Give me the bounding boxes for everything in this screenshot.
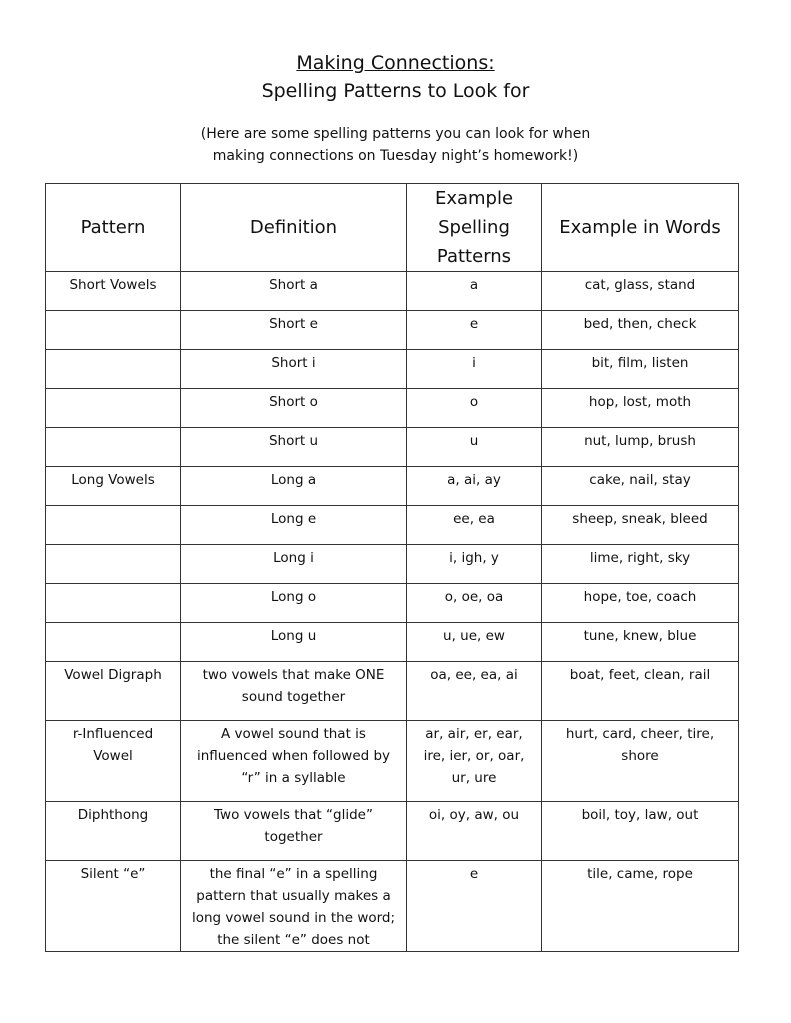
definition-cell: Short u xyxy=(181,428,407,467)
definition-cell: Long a xyxy=(181,467,407,506)
definition-cell: Long o xyxy=(181,584,407,623)
words-cell: tile, came, rope xyxy=(542,861,739,952)
column-header-pattern: Pattern xyxy=(46,184,181,272)
definition-cell: Short e xyxy=(181,311,407,350)
words-cell: lime, right, sky xyxy=(542,545,739,584)
table-row xyxy=(46,721,739,802)
pattern-cell: r-Influenced Vowel xyxy=(46,721,181,802)
table-row xyxy=(46,350,739,389)
definition-cell: Long i xyxy=(181,545,407,584)
intro-text-line-2: making connections on Tuesday night’s homework!) xyxy=(212,148,579,164)
pattern-cell: Silent “e” xyxy=(46,861,181,952)
table-row xyxy=(46,272,739,311)
pattern-cell xyxy=(46,428,181,467)
table-row xyxy=(46,861,739,952)
table-row xyxy=(46,389,739,428)
definition-cell: A vowel sound that is influenced when followed by “r” in a syllable xyxy=(181,721,407,802)
pattern-cell xyxy=(46,623,181,662)
pattern-cell xyxy=(46,506,181,545)
words-cell: hop, lost, moth xyxy=(542,389,739,428)
page-subtitle: Spelling Patterns to Look for xyxy=(261,80,530,102)
table-header-row xyxy=(46,184,739,272)
definition-cell: Long u xyxy=(181,623,407,662)
words-cell: boil, toy, law, out xyxy=(542,802,739,861)
table-row xyxy=(46,545,739,584)
pattern-cell xyxy=(46,584,181,623)
definition-cell: Two vowels that “glide” together xyxy=(181,802,407,861)
words-cell: boat, feet, clean, rail xyxy=(542,662,739,721)
pattern-cell xyxy=(46,350,181,389)
words-cell: cat, glass, stand xyxy=(542,272,739,311)
pattern-cell xyxy=(46,311,181,350)
words-cell: hurt, card, cheer, tire, shore xyxy=(542,721,739,802)
table-row xyxy=(46,584,739,623)
column-header-example-spelling-patterns: Example Spelling Patterns xyxy=(407,184,542,272)
pattern-cell: Diphthong xyxy=(46,802,181,861)
page-title: Making Connections: xyxy=(296,52,495,74)
spelling-cell: o, oe, oa xyxy=(407,584,542,623)
spelling-cell: ee, ea xyxy=(407,506,542,545)
definition-cell: Short i xyxy=(181,350,407,389)
spelling-cell: i xyxy=(407,350,542,389)
words-cell: nut, lump, brush xyxy=(542,428,739,467)
column-header-definition: Definition xyxy=(181,184,407,272)
spelling-cell: a, ai, ay xyxy=(407,467,542,506)
definition-cell: the final “e” in a spelling pattern that usually makes a long vowel sound in the word; the silent “e” does not xyxy=(181,861,407,952)
words-cell: sheep, sneak, bleed xyxy=(542,506,739,545)
spelling-cell: oa, ee, ea, ai xyxy=(407,662,542,721)
spelling-cell: a xyxy=(407,272,542,311)
table-row xyxy=(46,467,739,506)
intro-text-line-1: (Here are some spelling patterns you can look for when xyxy=(200,126,591,142)
words-cell: tune, knew, blue xyxy=(542,623,739,662)
words-cell: bed, then, check xyxy=(542,311,739,350)
spelling-cell: ar, air, er, ear, ire, ier, or, oar, ur, ure xyxy=(407,721,542,802)
table-row xyxy=(46,802,739,861)
column-header-example-in-words: Example in Words xyxy=(542,184,739,272)
definition-cell: Short a xyxy=(181,272,407,311)
spelling-cell: u xyxy=(407,428,542,467)
definition-cell: Long e xyxy=(181,506,407,545)
spelling-cell: oi, oy, aw, ou xyxy=(407,802,542,861)
pattern-cell: Long Vowels xyxy=(46,467,181,506)
pattern-cell xyxy=(46,545,181,584)
pattern-cell: Short Vowels xyxy=(46,272,181,311)
table-row xyxy=(46,623,739,662)
spelling-patterns-table xyxy=(45,183,739,952)
words-cell: cake, nail, stay xyxy=(542,467,739,506)
definition-cell: two vowels that make ONE sound together xyxy=(181,662,407,721)
pattern-cell: Vowel Digraph xyxy=(46,662,181,721)
table-row xyxy=(46,428,739,467)
pattern-cell xyxy=(46,389,181,428)
spelling-cell: i, igh, y xyxy=(407,545,542,584)
spelling-cell: u, ue, ew xyxy=(407,623,542,662)
table-row xyxy=(46,311,739,350)
spelling-cell: o xyxy=(407,389,542,428)
table-row xyxy=(46,506,739,545)
spelling-cell: e xyxy=(407,861,542,952)
spelling-cell: e xyxy=(407,311,542,350)
definition-cell: Short o xyxy=(181,389,407,428)
table-row xyxy=(46,662,739,721)
words-cell: bit, film, listen xyxy=(542,350,739,389)
words-cell: hope, toe, coach xyxy=(542,584,739,623)
